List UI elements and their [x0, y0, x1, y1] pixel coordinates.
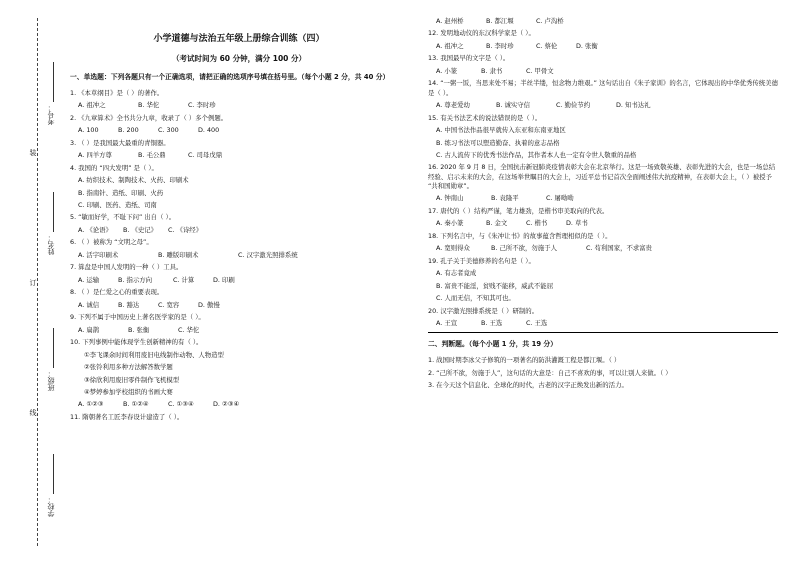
option-row: [436, 244, 778, 253]
option[interactable]: B. 豁达: [118, 300, 140, 309]
option[interactable]: B. 200: [118, 126, 139, 135]
school-line[interactable]: [53, 454, 54, 494]
option[interactable]: C. 古人流传下的优秀书法作品，其作者本人也一定有令世人敬重的品格: [436, 150, 637, 159]
option[interactable]: C. 苟利国家，不求富贵: [586, 244, 653, 253]
question: 7. 算盘是中国人发明的一种（ ）工具。: [70, 263, 183, 272]
option[interactable]: C. 华佗: [178, 325, 200, 334]
option[interactable]: A. 诚信: [78, 300, 100, 309]
option-row: [78, 251, 408, 260]
option[interactable]: A. 活字印刷术: [78, 250, 119, 259]
option[interactable]: A. 四羊方尊: [78, 151, 112, 160]
option[interactable]: D. 草书: [566, 219, 588, 228]
option[interactable]: C. 人而无信，不知其可也。: [436, 294, 515, 303]
option[interactable]: A. 钟南山: [436, 194, 464, 203]
option[interactable]: C. 300: [158, 126, 179, 135]
sub-item: ①李飞课余时间利用废旧电线制作动物、人物造型: [84, 350, 224, 359]
option[interactable]: C. 司母戊鼎: [188, 151, 223, 160]
option-row: [78, 101, 408, 110]
option[interactable]: A. 扁鹊: [78, 325, 100, 334]
question: 19. 孔子关于美德修养的名句是（ ）。: [428, 256, 535, 265]
option-row: [436, 67, 778, 76]
option[interactable]: A. 《论语》: [78, 225, 112, 234]
question: 8. （ ）是仁爱之心的重要表现。: [70, 288, 164, 297]
option[interactable]: B. 张衡: [128, 325, 150, 334]
judge-item: 1. 战国时期李冰父子修筑的一项著名的防洪灌溉工程是都江堰。（ ）: [428, 356, 621, 365]
option[interactable]: C. 勤俭节约: [556, 101, 591, 110]
option[interactable]: B. ①②④: [123, 400, 149, 409]
option-row: [78, 326, 408, 335]
option-row: [78, 400, 408, 409]
question: 12. 发明地动仪的东汉科学家是（ ）。: [428, 29, 535, 38]
option[interactable]: D. ②③④: [213, 400, 240, 409]
option[interactable]: A. 中国书法作品很早就传入东亚和东南亚地区: [436, 126, 566, 135]
option[interactable]: A. 祖冲之: [78, 101, 106, 110]
option[interactable]: B. 富贵不能淫，贫贱不能移，威武不能屈: [436, 281, 554, 290]
option[interactable]: B. 指示方向: [118, 275, 153, 284]
sub-item: ④梦婷参加学校组织的书画大赛: [84, 388, 173, 397]
option[interactable]: C. 印刷、医药、造纸、司南: [78, 200, 157, 209]
option[interactable]: C. 王选: [526, 319, 548, 328]
option[interactable]: B. 袁隆平: [491, 194, 519, 203]
option-row: [436, 219, 778, 228]
option[interactable]: C. ①③④: [168, 400, 194, 409]
option[interactable]: A. 宽则得众: [436, 244, 470, 253]
option[interactable]: D. 知书达礼: [616, 101, 651, 110]
question: 6. （ ）被称为 “文明之母”。: [70, 238, 153, 247]
option[interactable]: C. 《诗经》: [168, 225, 203, 234]
option-row: [436, 17, 778, 26]
option[interactable]: B. 雕版印刷术: [158, 250, 199, 259]
option[interactable]: A. 王宣: [436, 319, 458, 328]
question: 1. 《本草纲目》是（ ）的著作。: [70, 88, 164, 97]
option[interactable]: A. 尊老爱幼: [436, 101, 470, 110]
name-label: 姓名：: [47, 234, 55, 255]
question: 14. “一粥一饭，当思来处不易；半丝半缕，恒念物力维艰。” 这句话出自《朱子家训》的名言，它体现出的中华优秀传统美德是（ ）。: [428, 79, 778, 97]
option[interactable]: B. 《史记》: [123, 225, 158, 234]
option[interactable]: C. 宽容: [158, 300, 180, 309]
option[interactable]: A. 有志者竟成: [436, 269, 477, 278]
option-row: [78, 226, 408, 235]
option-row: [436, 194, 778, 203]
option[interactable]: C. 卢沟桥: [536, 17, 564, 25]
option[interactable]: A. 100: [78, 126, 99, 135]
question: 18. 下列名言中，与《朱冲让书》的故事蕴含哲理相似的是（ ）。: [428, 231, 612, 240]
judge-item: 2. “己所不欲，勿施于人”，这句话的大意是：自己不喜欢的事，可以让别人来做。（ ）: [428, 368, 672, 377]
option[interactable]: C. 甲骨文: [526, 66, 554, 75]
right-column: [428, 17, 778, 394]
option-row: [78, 276, 408, 285]
page-title: 小学道德与法治五年级上册综合训练（四）: [153, 34, 325, 44]
page-subtitle: （考试时间为 60 分钟，满分 100 分）: [171, 54, 307, 64]
option[interactable]: A. 运输: [78, 275, 100, 284]
option[interactable]: C. 蔡伦: [536, 41, 558, 50]
option[interactable]: A. 祖冲之: [436, 41, 464, 50]
cut-char: 装: [29, 149, 37, 157]
option[interactable]: B. 都江堰: [486, 17, 514, 25]
option-row: [436, 319, 778, 328]
option[interactable]: B. 金文: [486, 219, 508, 228]
option[interactable]: B. 毛公鼎: [138, 151, 166, 160]
option[interactable]: B. 隶书: [481, 66, 503, 75]
option[interactable]: A. 小篆: [436, 66, 458, 75]
cut-char: 线: [29, 409, 37, 417]
sub-item: ③徐欣利用废旧零件制作飞机模型: [84, 375, 180, 384]
option[interactable]: B. 华佗: [138, 101, 160, 110]
option[interactable]: B. 练习书法可以塑造勤奋、执着的意志品格: [436, 138, 560, 147]
option[interactable]: D. 印刷: [213, 275, 235, 284]
question: 9. 下列不属于中国历史上著名医学家的是（ ）。: [70, 313, 205, 322]
class-line[interactable]: [53, 328, 54, 368]
school-label: 学校：: [47, 496, 55, 517]
option[interactable]: C. 李时珍: [188, 101, 216, 110]
question: 3. （ ）是我国最大最重的青铜器。: [70, 138, 170, 147]
option[interactable]: D. 张衡: [576, 41, 598, 50]
option[interactable]: B. 王选: [481, 319, 503, 328]
option[interactable]: B. 李时珍: [486, 41, 514, 50]
option[interactable]: C. 屠呦呦: [546, 194, 574, 203]
cut-char: 订: [29, 279, 37, 287]
option[interactable]: D. 傲慢: [198, 300, 220, 309]
exam-number-line[interactable]: [53, 62, 54, 102]
name-line[interactable]: [53, 192, 54, 232]
option[interactable]: B. 指南针、造纸、印刷、火药: [78, 188, 164, 197]
question: 16. 2020 年 9 月 8 日，全国抗击新冠肺炎疫情表彰大会在北京举行。这是一场致敬英雄、表彰先进的大会，也是一场总结经验、启示未来的大会，在这场举世瞩目的大会上，习近平总书记首次全面阐述伟大抗疫精神，在表彰大会上，（ ）被授予 “共和国勋章”。: [428, 163, 776, 190]
question: 4. 我国的 “四大发明” 是（ ）。: [70, 163, 158, 172]
option[interactable]: A. ①②③: [78, 400, 104, 409]
question: 15. 有关书法艺术的说法错误的是（ ）。: [428, 113, 542, 122]
option[interactable]: C. 汉字激光照排系统: [238, 250, 298, 259]
option[interactable]: C. 计算: [173, 275, 195, 284]
question: 10. 下列事例中能体现学生创新精神的有（ ）。: [70, 338, 203, 347]
option[interactable]: B. 己所不欲，勿施于人: [491, 244, 557, 253]
option[interactable]: D. 400: [198, 126, 220, 135]
question: 5. “敏而好学，不耻下问” 出自（ ）。: [70, 213, 176, 222]
option[interactable]: A. 纺织技术、制陶技术、火药、印刷术: [78, 176, 189, 185]
left-column: [70, 0, 408, 425]
question: 17. 唐代的（ ）结构严谨，笔力雄劲，是楷书审美取向的代表。: [428, 206, 609, 215]
option-row: [78, 301, 408, 310]
option[interactable]: A. 赵州桥: [436, 17, 464, 25]
cut-line: [37, 18, 38, 546]
option[interactable]: B. 诚实守信: [496, 101, 531, 110]
question: 20. 汉字激光照排系统是（ ）研制的。: [428, 306, 539, 315]
question: 11. 隋朝著名工匠李春设计建造了（ ）。: [70, 412, 184, 421]
class-label: 班级：: [47, 370, 55, 391]
exam-number-label: 考号：: [47, 104, 55, 125]
question: 2. 《九章算术》全书共分九章，收录了（ ）多个例题。: [70, 113, 228, 122]
judge-item: 3. 在今天这个信息化、全球化的时代，古老的汉字正焕发出新的活力。: [428, 381, 628, 390]
section-heading-true-false: 二、判断题。（每个小题 1 分，共 19 分）: [428, 340, 558, 349]
option-row: [78, 126, 408, 135]
option[interactable]: C. 楷书: [526, 219, 548, 228]
option[interactable]: A. 秦小篆: [436, 219, 464, 228]
sub-item: ②张铃利用多种方法解答数学题: [84, 363, 173, 372]
question: 13. 我国最早的文字是（ ）。: [428, 54, 510, 63]
section-divider: [428, 332, 778, 333]
option-row: [436, 42, 778, 51]
section-heading-single-choice: 一、单选题：下列各题只有一个正确选项，请把正确的选项序号填在括号里。（每个小题 2 分，共 40 分）: [70, 72, 390, 81]
option-row: [78, 151, 408, 160]
option-row: [436, 101, 778, 110]
